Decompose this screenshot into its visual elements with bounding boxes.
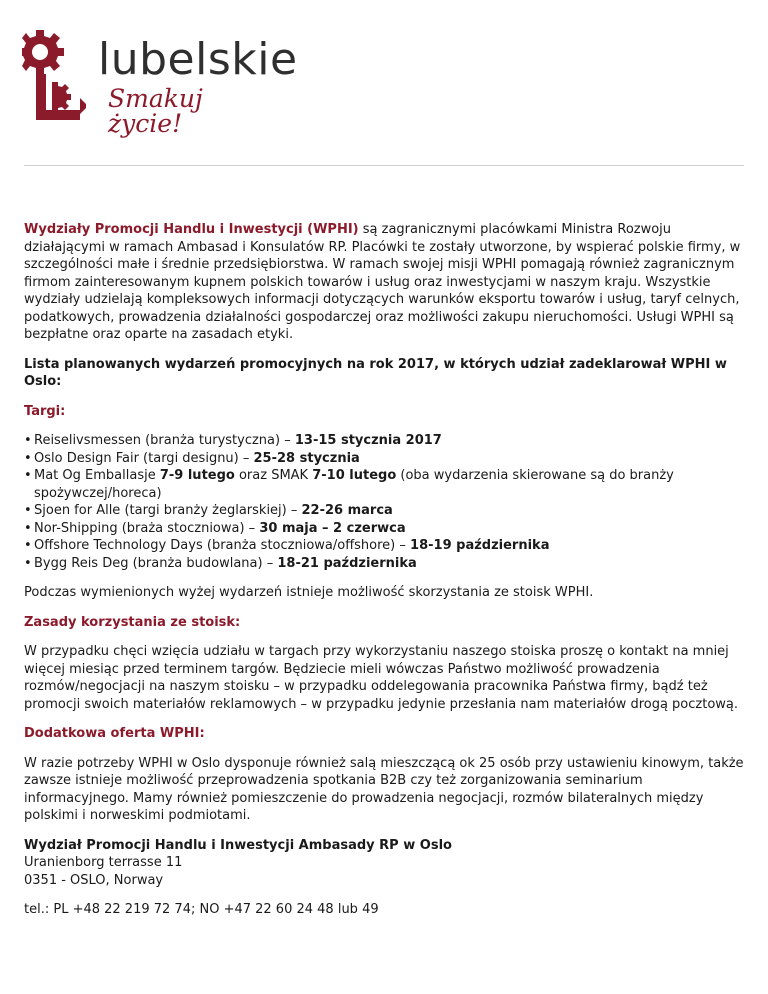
address-block [24, 837, 746, 890]
phone-line: tel.: PL +48 22 219 72 74; NO +47 22 60 24 48 lub 49 [24, 902, 379, 917]
list-item: • Reiselivsmessen (branża turystyczna) – 13-15 stycznia 2017 [34, 432, 746, 450]
address-city: 0351 - OSLO, Norway [24, 872, 164, 888]
rules-heading: Zasady korzystania ze stoisk: [24, 614, 241, 630]
lubelskie-logo [22, 18, 298, 138]
fairs-list [24, 432, 746, 572]
logo-wordmark: lubelskie [98, 34, 298, 85]
list-item: • Mat Og Emballasje 7-9 lutego oraz SMAK 7-10 lutego (oba wydarzenia skierowane są do branży spożywczej/horeca) [34, 467, 746, 502]
address-street: Uranienborg terrasse 11 [24, 855, 183, 870]
list-item: • Sjoen for Alle (targi branży żeglarskiej) – 22-26 marca [34, 502, 746, 520]
events-list-heading: Lista planowanych wydarzeń promocyjnych na rok 2017, w których udział zadeklarował WPHI w Oslo: [24, 356, 727, 389]
list-item: • Nor-Shipping (braża stoczniowa) – 30 maja – 2 czerwca [34, 520, 746, 538]
header-divider [24, 165, 744, 166]
article-body [24, 221, 746, 931]
logo-slogan: Smakuj życie! [108, 84, 203, 138]
list-item: • Offshore Technology Days (branża stoczniowa/offshore) – 18-19 października [34, 537, 746, 555]
stand-note: Podczas wymienionych wyżej wydarzeń istnieje możliwość skorzystania ze stoisk WPHI. [24, 585, 594, 600]
gear-emblem-icon [22, 26, 86, 122]
list-item: • Bygg Reis Deg (branża budowlana) – 18-21 października [34, 555, 746, 573]
intro-text: są zagranicznymi placówkami Ministra Rozwoju działającymi w ramach Ambasad i Konsulatów RP. Placówki te zostały utworzone, by wspierać polskie firmy, w szczególności małe i średnie przedsiębiorstwa. W ramach swojej misji WPHI pomagają również zagranicznym firmom zainteresowanym kupnem polskich towarów i usług oraz inwestycjami w naszym kraju. Wszystkie wydziały udzielają kompleksowych informacji dotyczących warunków eksportu towarów i usług, taryf celnych, podatkowych, prowadzenia działalności gospodarczej oraz możliwości zakupu nieruchomości. Usługi WPHI są bezpłatne oraz oparte na zasadach etyki. [24, 222, 741, 342]
fairs-heading: Targi: [24, 403, 66, 419]
page-header [0, 0, 768, 166]
list-item: • Oslo Design Fair (targi designu) – 25-28 stycznia [34, 450, 746, 468]
intro-highlight: Wydziały Promocji Handlu i Inwestycji (WPHI) [24, 222, 359, 237]
offer-heading: Dodatkowa oferta WPHI: [24, 726, 205, 741]
offer-paragraph: W razie potrzeby WPHI w Oslo dysponuje również salą mieszczącą ok 25 osób przy ustawieniu kinowym, także zawsze istnieje możliwość przeprowadzenia spotkania B2B czy też zorganizowania seminarium informacyjnego. Mamy również pomieszczenie do prowadzenia negocjacji, rozmów bilateralnych między polskimi i norweskimi podmiotami. [24, 755, 744, 823]
office-name: Wydział Promocji Handlu i Inwestycji Ambasady RP w Oslo [24, 837, 452, 853]
intro-paragraph [24, 221, 746, 344]
rules-paragraph: W przypadku chęci wzięcia udziału w targach przy wykorzystaniu naszego stoiska proszę o kontakt na mniej więcej miesiąc przed terminem targów. Będziecie mieli wówczas Państwo możliwość prowadzenia rozmów/negocjacji na naszym stoisku – w przypadku oddelegowania pracownika Państwa firmy, bądź też promocji swoich materiałów reklamowych – w przypadku jedynie przesłania nam materiałów drogą pocztową. [24, 644, 739, 712]
